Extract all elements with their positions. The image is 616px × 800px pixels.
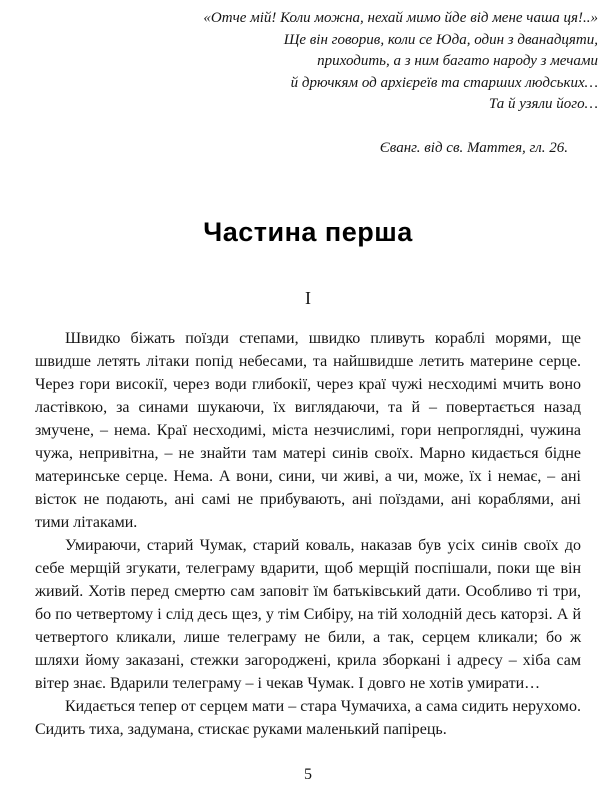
body-paragraph: Умираючи, старий Чумак, старий коваль, наказав був усіх синів своїх до себе мерщій згукати, телеграму вдарити, щоб мерщій поспішали, поки ще він живий. Хотів перед смертю сам заповіт їм батьківський дати. Особливо ті три, бо по четвертому і слід десь щез, у тім Сибіру, на тій холодній десь каторзі. А й четвертого кликали, лише телеграму не били, а так, серцем кликали; бо ж шляхи йому заказані, стежки загороджені, крила зборкані і адресу – хіба сам вітер знає. Вдарили телеграму – і чекав Чумак. І довго не хотів умирати… bbox=[35, 537, 581, 692]
body-paragraph: Кидається тепер от серцем мати – стара Чумачиха, а сама сидить нерухомо. Сидить тиха, задумана, стискає руками маленький папірець. bbox=[35, 698, 581, 738]
epigraph-attribution: Єванг. від св. Маттея, гл. 26. bbox=[379, 139, 568, 156]
epigraph bbox=[0, 0, 616, 159]
epigraph-line: «Отче мій! Коли можна, нехай мимо йде від мене чаша ця!..» bbox=[203, 10, 598, 26]
body-paragraph: Швидко біжать поїзди степами, швидко пливуть кораблі морями, ще швидше летять літаки попід небесами, та найшвидше летить материне серце. Через гори високії, через води глибокії, через краї чужі несходимі мчить воно ластівкою, за синами шукаючи, їх виглядаючи, та й – повертається назад змучене, – нема. Краї несходимі, міста незчислимі, гори непроглядні, чужина чужа, непривітна, – не знайти там матері синів своїх. Марно кидається бідне материнське серце. Нема. А вони, сини, чи живі, а чи, може, їх і немає, – ані вісток не подають, ані самі не прибувають, ані поїздами, ані кораблями, ані тими літаками. bbox=[35, 330, 581, 531]
epigraph-line: Ще він говорив, коли се Юда, один з дванадцяти, bbox=[283, 31, 598, 48]
page-number: 5 bbox=[304, 766, 312, 783]
chapter-number: I bbox=[305, 288, 311, 308]
part-title: Частина перша bbox=[203, 217, 413, 247]
epigraph-line: приходить, а з ним багато народу з мечами bbox=[317, 53, 598, 69]
epigraph-line: й дрючкям од архієреїв та старших людських… bbox=[290, 74, 598, 91]
epigraph-line: Та й узяли його… bbox=[488, 96, 598, 112]
body-text bbox=[35, 327, 581, 741]
